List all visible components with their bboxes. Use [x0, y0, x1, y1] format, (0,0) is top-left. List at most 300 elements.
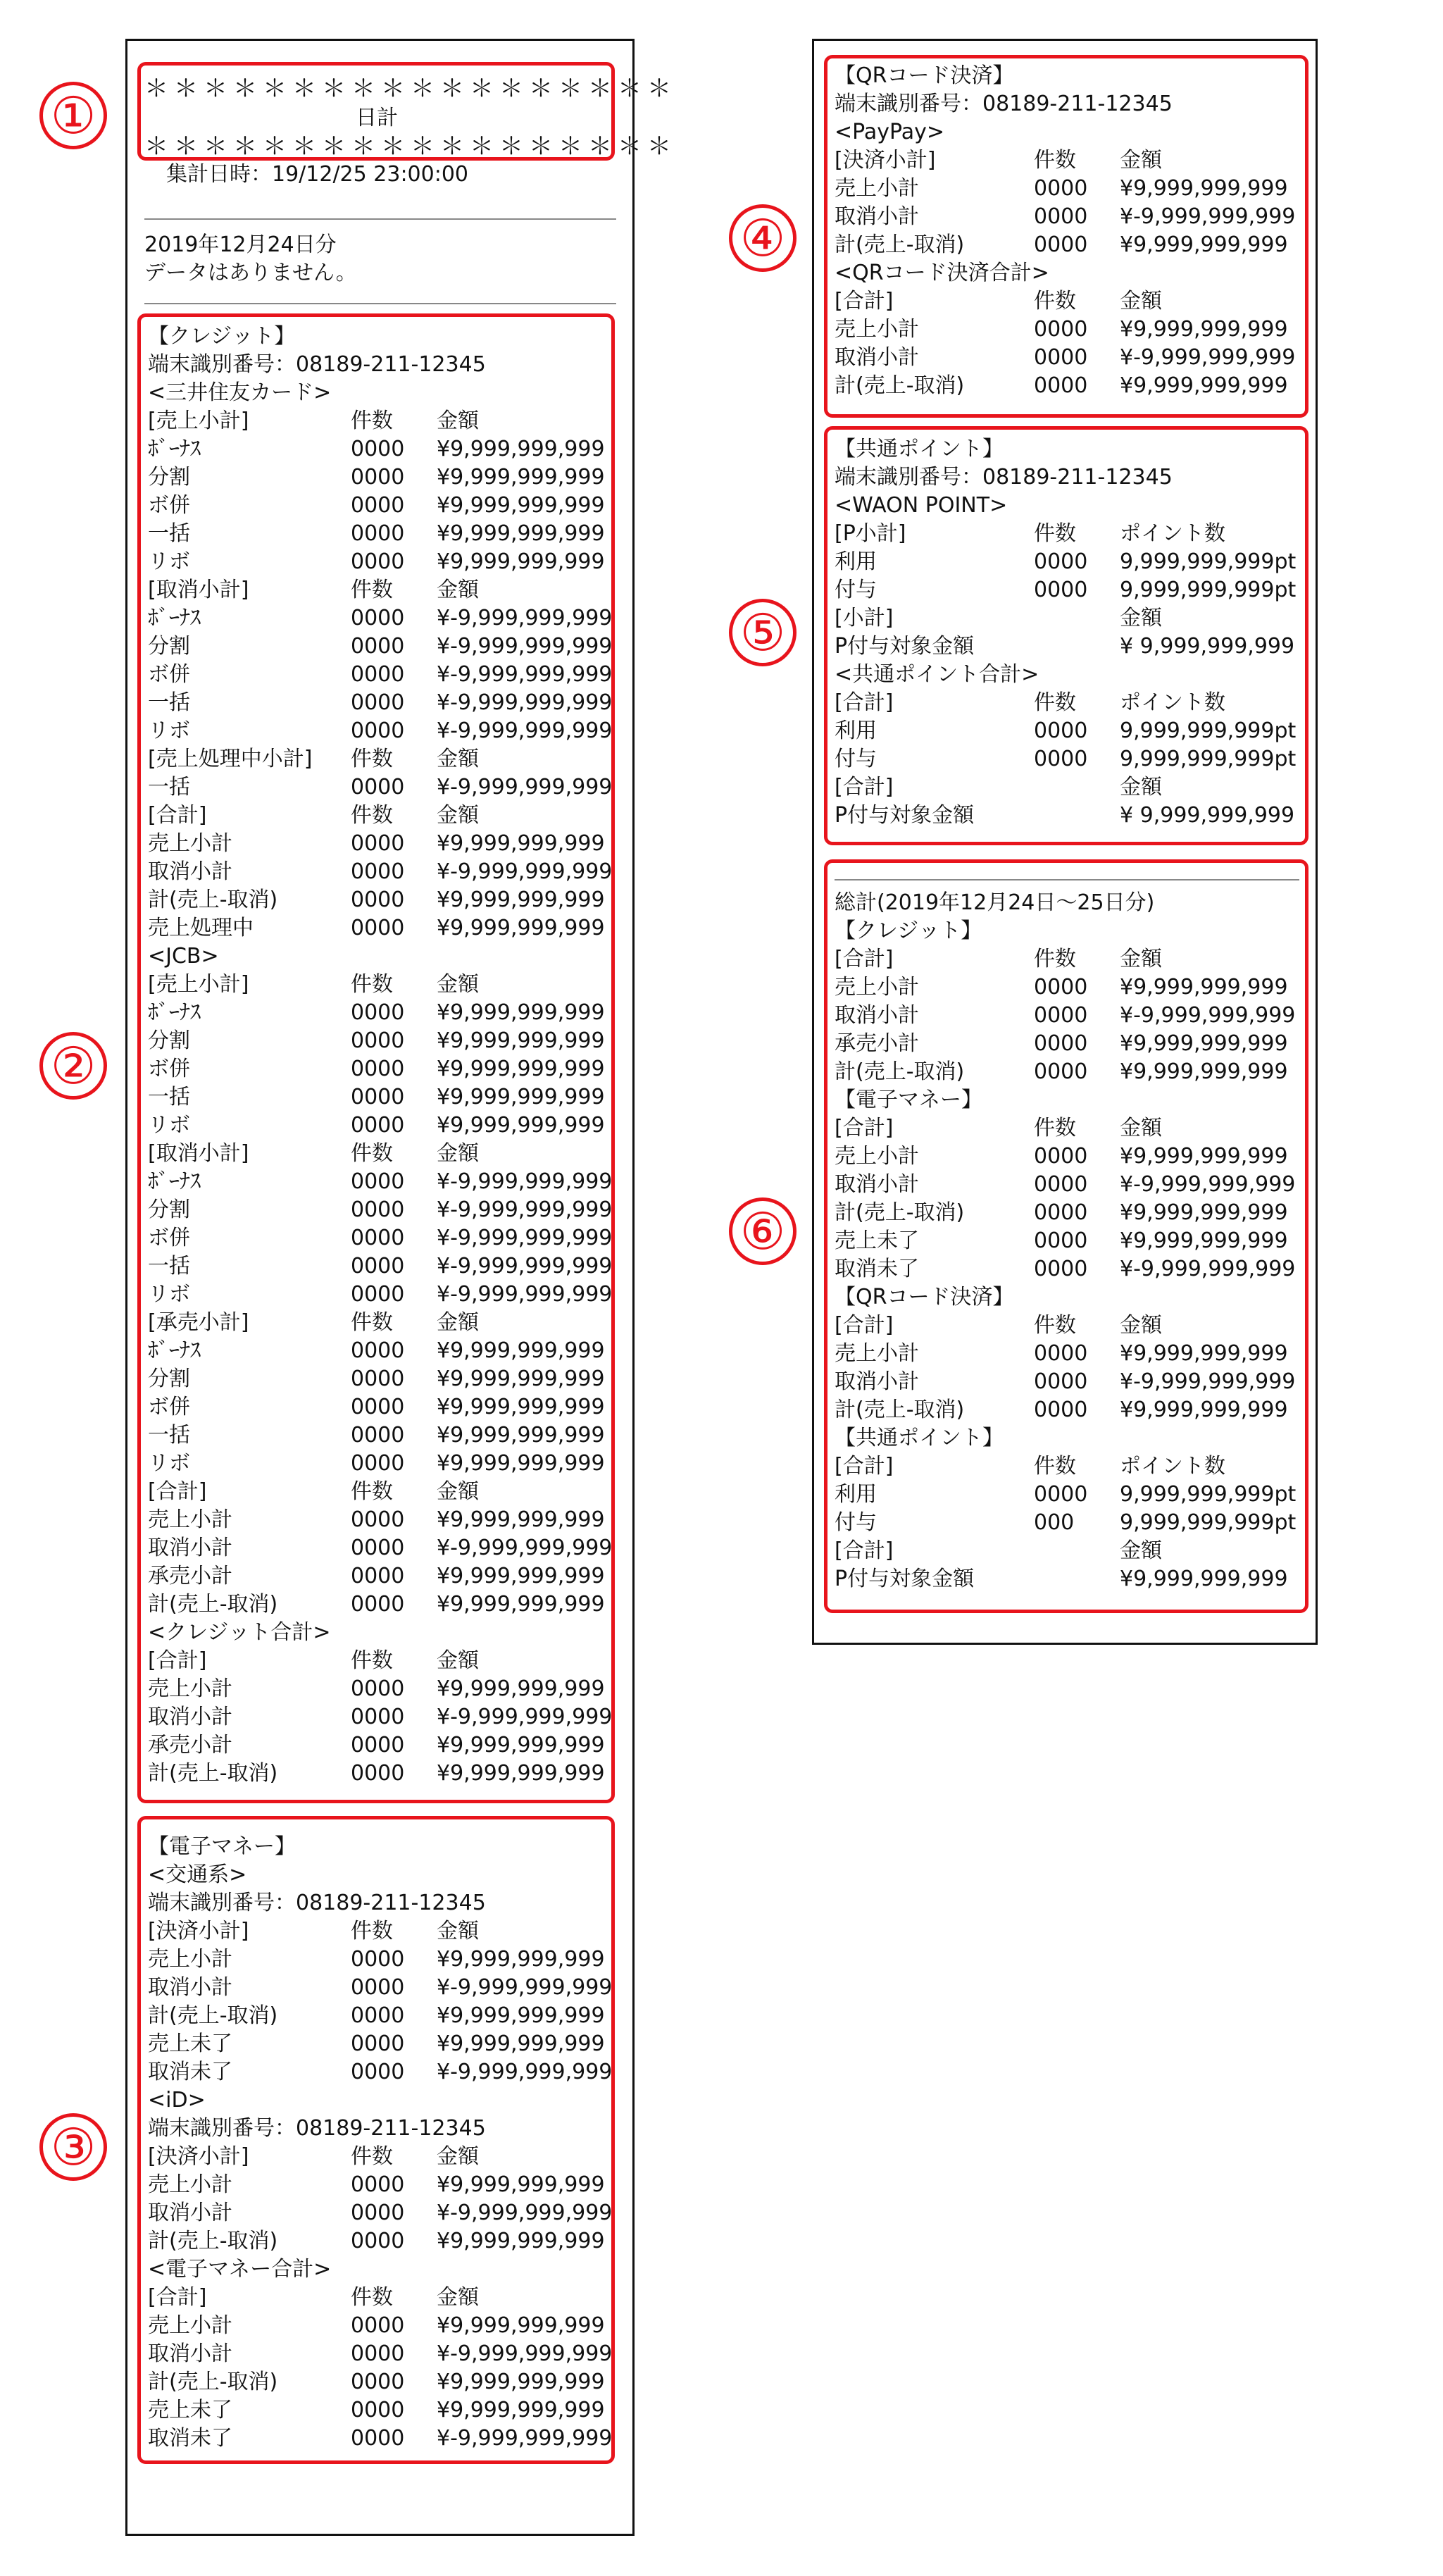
credit-col-2: 0000 — [351, 1197, 405, 1222]
total-col-3: ¥9,999,999,999 — [1120, 1567, 1288, 1591]
credit-col-3: ¥-9,999,999,999 — [437, 1705, 613, 1729]
credit-col-2: 件数 — [351, 972, 393, 997]
credit-col-2: 0000 — [351, 1338, 405, 1363]
credit-col-2: 件数 — [351, 1141, 393, 1166]
credit-col-2: 0000 — [351, 1226, 405, 1250]
credit-col-3: ¥-9,999,999,999 — [437, 1282, 613, 1307]
credit-col-3: ¥9,999,999,999 — [437, 1057, 605, 1081]
total-col-2: 0000 — [1034, 1257, 1088, 1281]
total-col-1: 【共通ポイント】 — [835, 1426, 1004, 1450]
total-col-2: 0000 — [1034, 1398, 1088, 1422]
credit-col-2: 0000 — [351, 437, 405, 461]
credit-col-2: 0000 — [351, 1564, 405, 1588]
credit-col-3: 金額 — [437, 803, 479, 828]
credit-col-1: 取消小計 — [148, 859, 232, 884]
credit-col-1: 承売小計 — [148, 1733, 232, 1757]
credit-col-2: 0000 — [351, 1733, 405, 1757]
points-col-1: [P小計] — [835, 521, 906, 546]
credit-col-2: 件数 — [351, 1310, 393, 1335]
points-col-1: [合計] — [835, 690, 894, 715]
credit-col-1: ﾎﾞｰﾅｽ — [148, 606, 201, 630]
credit-col-3: ¥9,999,999,999 — [437, 1113, 605, 1138]
credit-col-3: 金額 — [437, 1141, 479, 1166]
total-col-1: 売上小計 — [835, 1144, 919, 1169]
total-col-2: 000 — [1034, 1510, 1075, 1535]
emoney-col-1: 端末識別番号：08189-211-12345 — [148, 2116, 486, 2141]
date-section — [144, 231, 357, 287]
points-col-3: ポイント数 — [1120, 521, 1225, 546]
points-col-3: ¥ 9,999,999,999 — [1120, 634, 1295, 659]
emoney-col-1: [合計] — [148, 2285, 207, 2310]
emoney-col-2: 0000 — [351, 1947, 405, 1972]
points-col-2: 件数 — [1034, 690, 1076, 715]
credit-col-2: 0000 — [351, 1028, 405, 1053]
credit-col-1: [合計] — [148, 1479, 207, 1504]
emoney-col-3: ¥-9,999,999,999 — [437, 2426, 613, 2451]
total-col-1: P付与対象金額 — [835, 1567, 975, 1591]
emoney-col-2: 0000 — [351, 2172, 405, 2197]
credit-col-2: 0000 — [351, 1423, 405, 1448]
emoney-col-1: 取消小計 — [148, 2201, 232, 2225]
total-col-2: 0000 — [1034, 1228, 1088, 1253]
credit-col-3: ¥-9,999,999,999 — [437, 1197, 613, 1222]
credit-col-2: 0000 — [351, 1451, 405, 1476]
credit-col-2: 0000 — [351, 831, 405, 856]
credit-col-2: 件数 — [351, 578, 393, 602]
total-col-1: 売上小計 — [835, 975, 919, 1000]
credit-col-1: 分割 — [148, 1367, 190, 1391]
points-col-1: 付与 — [835, 747, 877, 771]
credit-col-1: ﾎﾞｰﾅｽ — [148, 1169, 201, 1194]
credit-col-3: ¥9,999,999,999 — [437, 1367, 605, 1391]
qr-col-2: 0000 — [1034, 232, 1088, 257]
emoney-col-1: 売上小計 — [148, 2313, 232, 2338]
emoney-col-1: 売上小計 — [148, 1947, 232, 1972]
total-col-3: ポイント数 — [1120, 1454, 1225, 1479]
total-col-3: ¥9,999,999,999 — [1120, 1144, 1288, 1169]
credit-col-3: ¥-9,999,999,999 — [437, 718, 613, 743]
credit-col-1: リボ — [148, 1113, 190, 1138]
credit-col-2: 0000 — [351, 606, 405, 630]
credit-col-3: ¥9,999,999,999 — [437, 1676, 605, 1701]
points-col-1: [合計] — [835, 775, 894, 799]
total-col-1: [合計] — [835, 947, 894, 971]
divider-1 — [144, 218, 616, 220]
credit-col-2: 0000 — [351, 1761, 405, 1786]
total-col-2: 0000 — [1034, 1200, 1088, 1225]
total-col-1: 取消未了 — [835, 1257, 919, 1281]
emoney-col-3: ¥9,999,999,999 — [437, 2313, 605, 2338]
qr-col-3: ¥-9,999,999,999 — [1120, 204, 1296, 229]
emoney-col-1: <電子マネー合計> — [148, 2257, 332, 2282]
emoney-col-3: ¥9,999,999,999 — [437, 2172, 605, 2197]
credit-col-3: ¥9,999,999,999 — [437, 1028, 605, 1053]
total-col-3: ¥9,999,999,999 — [1120, 1398, 1288, 1422]
total-col-2: 0000 — [1034, 1341, 1088, 1366]
credit-col-1: 分割 — [148, 634, 190, 659]
credit-col-1: リボ — [148, 549, 190, 574]
total-col-1: 取消小計 — [835, 1003, 919, 1028]
qr-col-3: ¥9,999,999,999 — [1120, 373, 1288, 398]
emoney-col-3: ¥9,999,999,999 — [437, 2003, 605, 2028]
marker-3: ③ — [39, 2113, 107, 2181]
total-col-1: [合計] — [835, 1116, 894, 1140]
total-col-2: 件数 — [1034, 1313, 1076, 1338]
emoney-col-2: 0000 — [351, 2031, 405, 2056]
total-col-3: ¥9,999,999,999 — [1120, 1031, 1288, 1056]
total-col-3: ¥9,999,999,999 — [1120, 1228, 1288, 1253]
credit-col-2: 0000 — [351, 1592, 405, 1617]
credit-col-2: 件数 — [351, 747, 393, 771]
total-col-3: ¥-9,999,999,999 — [1120, 1257, 1296, 1281]
divider-total — [835, 879, 1299, 881]
credit-col-1: [売上小計] — [148, 972, 249, 997]
marker-6: ⑥ — [729, 1197, 797, 1265]
emoney-col-1: 取消小計 — [148, 1975, 232, 2000]
credit-col-1: 売上小計 — [148, 1507, 232, 1532]
qr-col-3: ¥9,999,999,999 — [1120, 232, 1288, 257]
points-col-1: P付与対象金額 — [835, 634, 975, 659]
points-col-3: 9,999,999,999pt — [1120, 718, 1297, 743]
credit-col-1: [売上小計] — [148, 409, 249, 433]
credit-col-1: 一括 — [148, 690, 190, 715]
emoney-col-3: 金額 — [437, 1919, 479, 1943]
qr-col-3: 金額 — [1120, 148, 1162, 173]
qr-col-1: 【QRコード決済】 — [835, 63, 1014, 88]
points-col-2: 0000 — [1034, 718, 1088, 743]
credit-col-3: ¥9,999,999,999 — [437, 888, 605, 912]
marker-1: ① — [39, 82, 107, 149]
qr-col-2: 件数 — [1034, 289, 1076, 313]
points-col-3: 9,999,999,999pt — [1120, 549, 1297, 574]
qr-col-1: 取消小計 — [835, 204, 919, 229]
total-col-2: 0000 — [1034, 1144, 1088, 1169]
credit-col-3: ¥9,999,999,999 — [437, 493, 605, 518]
total-col-3: ¥-9,999,999,999 — [1120, 1369, 1296, 1394]
emoney-col-1: <交通系> — [148, 1862, 247, 1887]
emoney-col-2: 0000 — [351, 2341, 405, 2366]
credit-col-3: ¥9,999,999,999 — [437, 1733, 605, 1757]
qr-col-2: 0000 — [1034, 373, 1088, 398]
credit-col-1: 一括 — [148, 1085, 190, 1109]
credit-col-2: 件数 — [351, 1479, 393, 1504]
qr-col-2: 0000 — [1034, 204, 1088, 229]
credit-col-1: 一括 — [148, 521, 190, 546]
total-col-2: 0000 — [1034, 1369, 1088, 1394]
credit-col-1: <三井住友カード> — [148, 380, 332, 405]
credit-col-3: ¥-9,999,999,999 — [437, 1536, 613, 1560]
credit-col-1: 端末識別番号：08189-211-12345 — [148, 352, 486, 377]
credit-col-3: ¥9,999,999,999 — [437, 521, 605, 546]
emoney-col-1: 【電子マネー】 — [148, 1834, 296, 1859]
total-col-3: 金額 — [1120, 1116, 1162, 1140]
total-col-1: 取消小計 — [835, 1172, 919, 1197]
credit-col-1: ﾎﾞｰﾅｽ — [148, 437, 201, 461]
total-col-3: 金額 — [1120, 1538, 1162, 1563]
emoney-col-1: 売上小計 — [148, 2172, 232, 2197]
points-col-1: 付与 — [835, 578, 877, 602]
emoney-col-1: [決済小計] — [148, 1919, 249, 1943]
total-col-1: [合計] — [835, 1313, 894, 1338]
total-col-1: 計(売上-取消) — [835, 1200, 965, 1225]
credit-col-2: 件数 — [351, 803, 393, 828]
credit-col-3: ¥9,999,999,999 — [437, 1338, 605, 1363]
qr-col-1: 売上小計 — [835, 317, 919, 342]
total-col-3: 9,999,999,999pt — [1120, 1510, 1297, 1535]
credit-col-2: 0000 — [351, 1705, 405, 1729]
qr-col-1: [決済小計] — [835, 148, 936, 173]
emoney-col-2: 件数 — [351, 2285, 393, 2310]
emoney-col-2: 0000 — [351, 2313, 405, 2338]
credit-col-1: ボ併 — [148, 1057, 190, 1081]
credit-col-1: 分割 — [148, 465, 190, 490]
credit-col-2: 0000 — [351, 1367, 405, 1391]
total-col-2: 0000 — [1034, 1172, 1088, 1197]
credit-col-3: ¥9,999,999,999 — [437, 1507, 605, 1532]
credit-col-2: 0000 — [351, 888, 405, 912]
credit-col-2: 0000 — [351, 859, 405, 884]
points-col-2: 0000 — [1034, 578, 1088, 602]
points-col-1: P付与対象金額 — [835, 803, 975, 828]
emoney-col-2: 0000 — [351, 2370, 405, 2394]
credit-col-1: [承売小計] — [148, 1310, 249, 1335]
emoney-col-2: 0000 — [351, 2229, 405, 2253]
credit-col-1: 計(売上-取消) — [148, 1761, 278, 1786]
emoney-col-3: ¥9,999,999,999 — [437, 2031, 605, 2056]
credit-col-1: 計(売上-取消) — [148, 888, 278, 912]
qr-col-1: <PayPay> — [835, 120, 945, 144]
emoney-col-2: 件数 — [351, 2144, 393, 2169]
credit-col-3: 金額 — [437, 578, 479, 602]
credit-col-2: 0000 — [351, 549, 405, 574]
report-date: 2019年12月24日分 — [144, 232, 337, 257]
points-col-3: 9,999,999,999pt — [1120, 747, 1297, 771]
header-stars-bottom: ＊＊＊＊＊＊＊＊＊＊＊＊＊＊＊＊＊＊ — [144, 132, 677, 161]
no-data-message: データはありません。 — [144, 261, 357, 285]
credit-col-1: 売上処理中 — [148, 916, 254, 940]
credit-col-1: リボ — [148, 1282, 190, 1307]
credit-col-2: 0000 — [351, 521, 405, 546]
credit-col-3: ¥-9,999,999,999 — [437, 662, 613, 687]
credit-col-3: ¥9,999,999,999 — [437, 1395, 605, 1419]
credit-col-3: ¥9,999,999,999 — [437, 1761, 605, 1786]
qr-col-3: ¥-9,999,999,999 — [1120, 345, 1296, 370]
credit-col-3: ¥-9,999,999,999 — [437, 1254, 613, 1278]
emoney-col-2: 0000 — [351, 2426, 405, 2451]
total-col-2: 0000 — [1034, 1482, 1088, 1507]
credit-col-1: <クレジット合計> — [148, 1620, 331, 1645]
emoney-col-1: 計(売上-取消) — [148, 2229, 278, 2253]
qr-col-2: 0000 — [1034, 345, 1088, 370]
credit-col-3: ¥9,999,999,999 — [437, 549, 605, 574]
credit-col-3: ¥-9,999,999,999 — [437, 634, 613, 659]
qr-col-2: 件数 — [1034, 148, 1076, 173]
total-col-3: ¥-9,999,999,999 — [1120, 1003, 1296, 1028]
total-col-3: 9,999,999,999pt — [1120, 1482, 1297, 1507]
points-col-3: ポイント数 — [1120, 690, 1225, 715]
credit-col-3: ¥-9,999,999,999 — [437, 1226, 613, 1250]
credit-col-3: ¥9,999,999,999 — [437, 916, 605, 940]
total-col-1: 売上小計 — [835, 1341, 919, 1366]
total-col-2: 0000 — [1034, 1003, 1088, 1028]
credit-col-3: ¥9,999,999,999 — [437, 1564, 605, 1588]
emoney-col-3: ¥9,999,999,999 — [437, 2229, 605, 2253]
credit-col-3: 金額 — [437, 1648, 479, 1673]
total-col-3: ¥9,999,999,999 — [1120, 1200, 1288, 1225]
emoney-col-3: ¥-9,999,999,999 — [437, 2060, 613, 2084]
divider-2 — [144, 303, 616, 304]
credit-col-2: 0000 — [351, 916, 405, 940]
credit-col-1: [合計] — [148, 1648, 207, 1673]
emoney-col-1: 取消未了 — [148, 2060, 232, 2084]
credit-col-2: 0000 — [351, 1395, 405, 1419]
header-stars-top: ＊＊＊＊＊＊＊＊＊＊＊＊＊＊＊＊＊＊ — [144, 75, 677, 103]
qr-col-1: 計(売上-取消) — [835, 373, 965, 398]
credit-col-3: ¥9,999,999,999 — [437, 437, 605, 461]
credit-col-1: [取消小計] — [148, 578, 249, 602]
total-col-1: [合計] — [835, 1454, 894, 1479]
total-col-1: 計(売上-取消) — [835, 1398, 965, 1422]
credit-col-3: ¥-9,999,999,999 — [437, 690, 613, 715]
total-col-3: ¥9,999,999,999 — [1120, 975, 1288, 1000]
marker-4: ④ — [729, 204, 797, 272]
total-col-2: 件数 — [1034, 1116, 1076, 1140]
emoney-col-1: 取消未了 — [148, 2426, 232, 2451]
emoney-col-2: 0000 — [351, 2398, 405, 2422]
total-col-1: 【電子マネー】 — [835, 1088, 982, 1112]
credit-col-1: ﾎﾞｰﾅｽ — [148, 1338, 201, 1363]
emoney-col-2: 件数 — [351, 1919, 393, 1943]
emoney-col-1: [決済小計] — [148, 2144, 249, 2169]
emoney-col-1: 端末識別番号：08189-211-12345 — [148, 1891, 486, 1915]
credit-col-2: 0000 — [351, 634, 405, 659]
total-col-1: 取消小計 — [835, 1369, 919, 1394]
emoney-col-3: ¥9,999,999,999 — [437, 2398, 605, 2422]
header-datetime: 集計日時：19/12/25 23:00:00 — [166, 162, 469, 187]
marker-2: ② — [39, 1032, 107, 1100]
total-col-2: 0000 — [1034, 975, 1088, 1000]
emoney-col-1: 売上未了 — [148, 2031, 232, 2056]
points-col-3: 9,999,999,999pt — [1120, 578, 1297, 602]
qr-col-3: ¥9,999,999,999 — [1120, 176, 1288, 201]
qr-col-1: <QRコード決済合計> — [835, 261, 1049, 285]
header-title: 日計 — [356, 106, 398, 130]
credit-col-3: 金額 — [437, 1479, 479, 1504]
credit-col-2: 0000 — [351, 493, 405, 518]
credit-col-3: ¥9,999,999,999 — [437, 1085, 605, 1109]
credit-col-2: 0000 — [351, 1113, 405, 1138]
total-col-3: ¥-9,999,999,999 — [1120, 1172, 1296, 1197]
credit-col-1: [売上処理中小計] — [148, 747, 313, 771]
points-col-3: 金額 — [1120, 606, 1162, 630]
total-col-1: 売上未了 — [835, 1228, 919, 1253]
credit-col-1: 取消小計 — [148, 1705, 232, 1729]
emoney-col-2: 0000 — [351, 1975, 405, 2000]
qr-col-3: ¥9,999,999,999 — [1120, 317, 1288, 342]
points-col-1: 【共通ポイント】 — [835, 437, 1004, 461]
credit-col-2: 0000 — [351, 1169, 405, 1194]
credit-col-2: 0000 — [351, 1057, 405, 1081]
credit-col-1: ボ併 — [148, 493, 190, 518]
total-col-3: 金額 — [1120, 947, 1162, 971]
points-col-1: [小計] — [835, 606, 894, 630]
qr-col-2: 0000 — [1034, 176, 1088, 201]
credit-col-1: 一括 — [148, 1423, 190, 1448]
emoney-col-1: 取消小計 — [148, 2341, 232, 2366]
credit-col-3: 金額 — [437, 1310, 479, 1335]
emoney-col-3: 金額 — [437, 2285, 479, 2310]
points-col-2: 件数 — [1034, 521, 1076, 546]
points-col-1: 利用 — [835, 549, 877, 574]
credit-col-3: ¥-9,999,999,999 — [437, 1169, 613, 1194]
emoney-col-3: ¥-9,999,999,999 — [437, 2341, 613, 2366]
credit-col-3: ¥9,999,999,999 — [437, 1000, 605, 1025]
total-col-1: 【QRコード決済】 — [835, 1285, 1014, 1309]
credit-col-3: ¥-9,999,999,999 — [437, 606, 613, 630]
credit-col-1: [合計] — [148, 803, 207, 828]
points-col-2: 0000 — [1034, 747, 1088, 771]
credit-col-2: 0000 — [351, 1000, 405, 1025]
total-col-1: [合計] — [835, 1538, 894, 1563]
credit-col-3: ¥9,999,999,999 — [437, 1592, 605, 1617]
credit-col-2: 0000 — [351, 1254, 405, 1278]
total-col-2: 件数 — [1034, 947, 1076, 971]
credit-col-2: 0000 — [351, 1676, 405, 1701]
credit-col-3: ¥9,999,999,999 — [437, 831, 605, 856]
credit-col-1: ボ併 — [148, 1395, 190, 1419]
credit-col-2: 件数 — [351, 1648, 393, 1673]
points-col-1: <共通ポイント合計> — [835, 662, 1039, 687]
total-col-1: 付与 — [835, 1510, 877, 1535]
credit-col-1: 売上小計 — [148, 831, 232, 856]
qr-col-2: 0000 — [1034, 317, 1088, 342]
credit-col-3: ¥-9,999,999,999 — [437, 859, 613, 884]
credit-col-1: 計(売上-取消) — [148, 1592, 278, 1617]
emoney-col-1: 計(売上-取消) — [148, 2370, 278, 2394]
total-col-3: ¥9,999,999,999 — [1120, 1341, 1288, 1366]
credit-col-2: 0000 — [351, 465, 405, 490]
credit-col-1: 一括 — [148, 775, 190, 799]
credit-col-1: 売上小計 — [148, 1676, 232, 1701]
credit-col-1: [取消小計] — [148, 1141, 249, 1166]
credit-col-3: ¥9,999,999,999 — [437, 1451, 605, 1476]
credit-col-2: 0000 — [351, 1282, 405, 1307]
qr-col-3: 金額 — [1120, 289, 1162, 313]
total-col-1: 利用 — [835, 1482, 877, 1507]
emoney-col-2: 0000 — [351, 2003, 405, 2028]
total-col-1: 計(売上-取消) — [835, 1059, 965, 1084]
total-col-2: 件数 — [1034, 1454, 1076, 1479]
qr-col-1: 売上小計 — [835, 176, 919, 201]
credit-col-2: 0000 — [351, 775, 405, 799]
credit-col-1: ﾎﾞｰﾅｽ — [148, 1000, 201, 1025]
credit-col-3: 金額 — [437, 747, 479, 771]
total-col-3: ¥9,999,999,999 — [1120, 1059, 1288, 1084]
credit-col-2: 0000 — [351, 662, 405, 687]
credit-col-2: 0000 — [351, 1507, 405, 1532]
credit-col-2: 0000 — [351, 690, 405, 715]
credit-col-1: リボ — [148, 1451, 190, 1476]
credit-col-3: 金額 — [437, 409, 479, 433]
total-col-2: 0000 — [1034, 1059, 1088, 1084]
emoney-col-3: 金額 — [437, 2144, 479, 2169]
credit-col-3: ¥9,999,999,999 — [437, 465, 605, 490]
emoney-col-1: 売上未了 — [148, 2398, 232, 2422]
emoney-col-2: 0000 — [351, 2201, 405, 2225]
credit-col-1: リボ — [148, 718, 190, 743]
points-col-1: 利用 — [835, 718, 877, 743]
credit-col-2: 件数 — [351, 409, 393, 433]
